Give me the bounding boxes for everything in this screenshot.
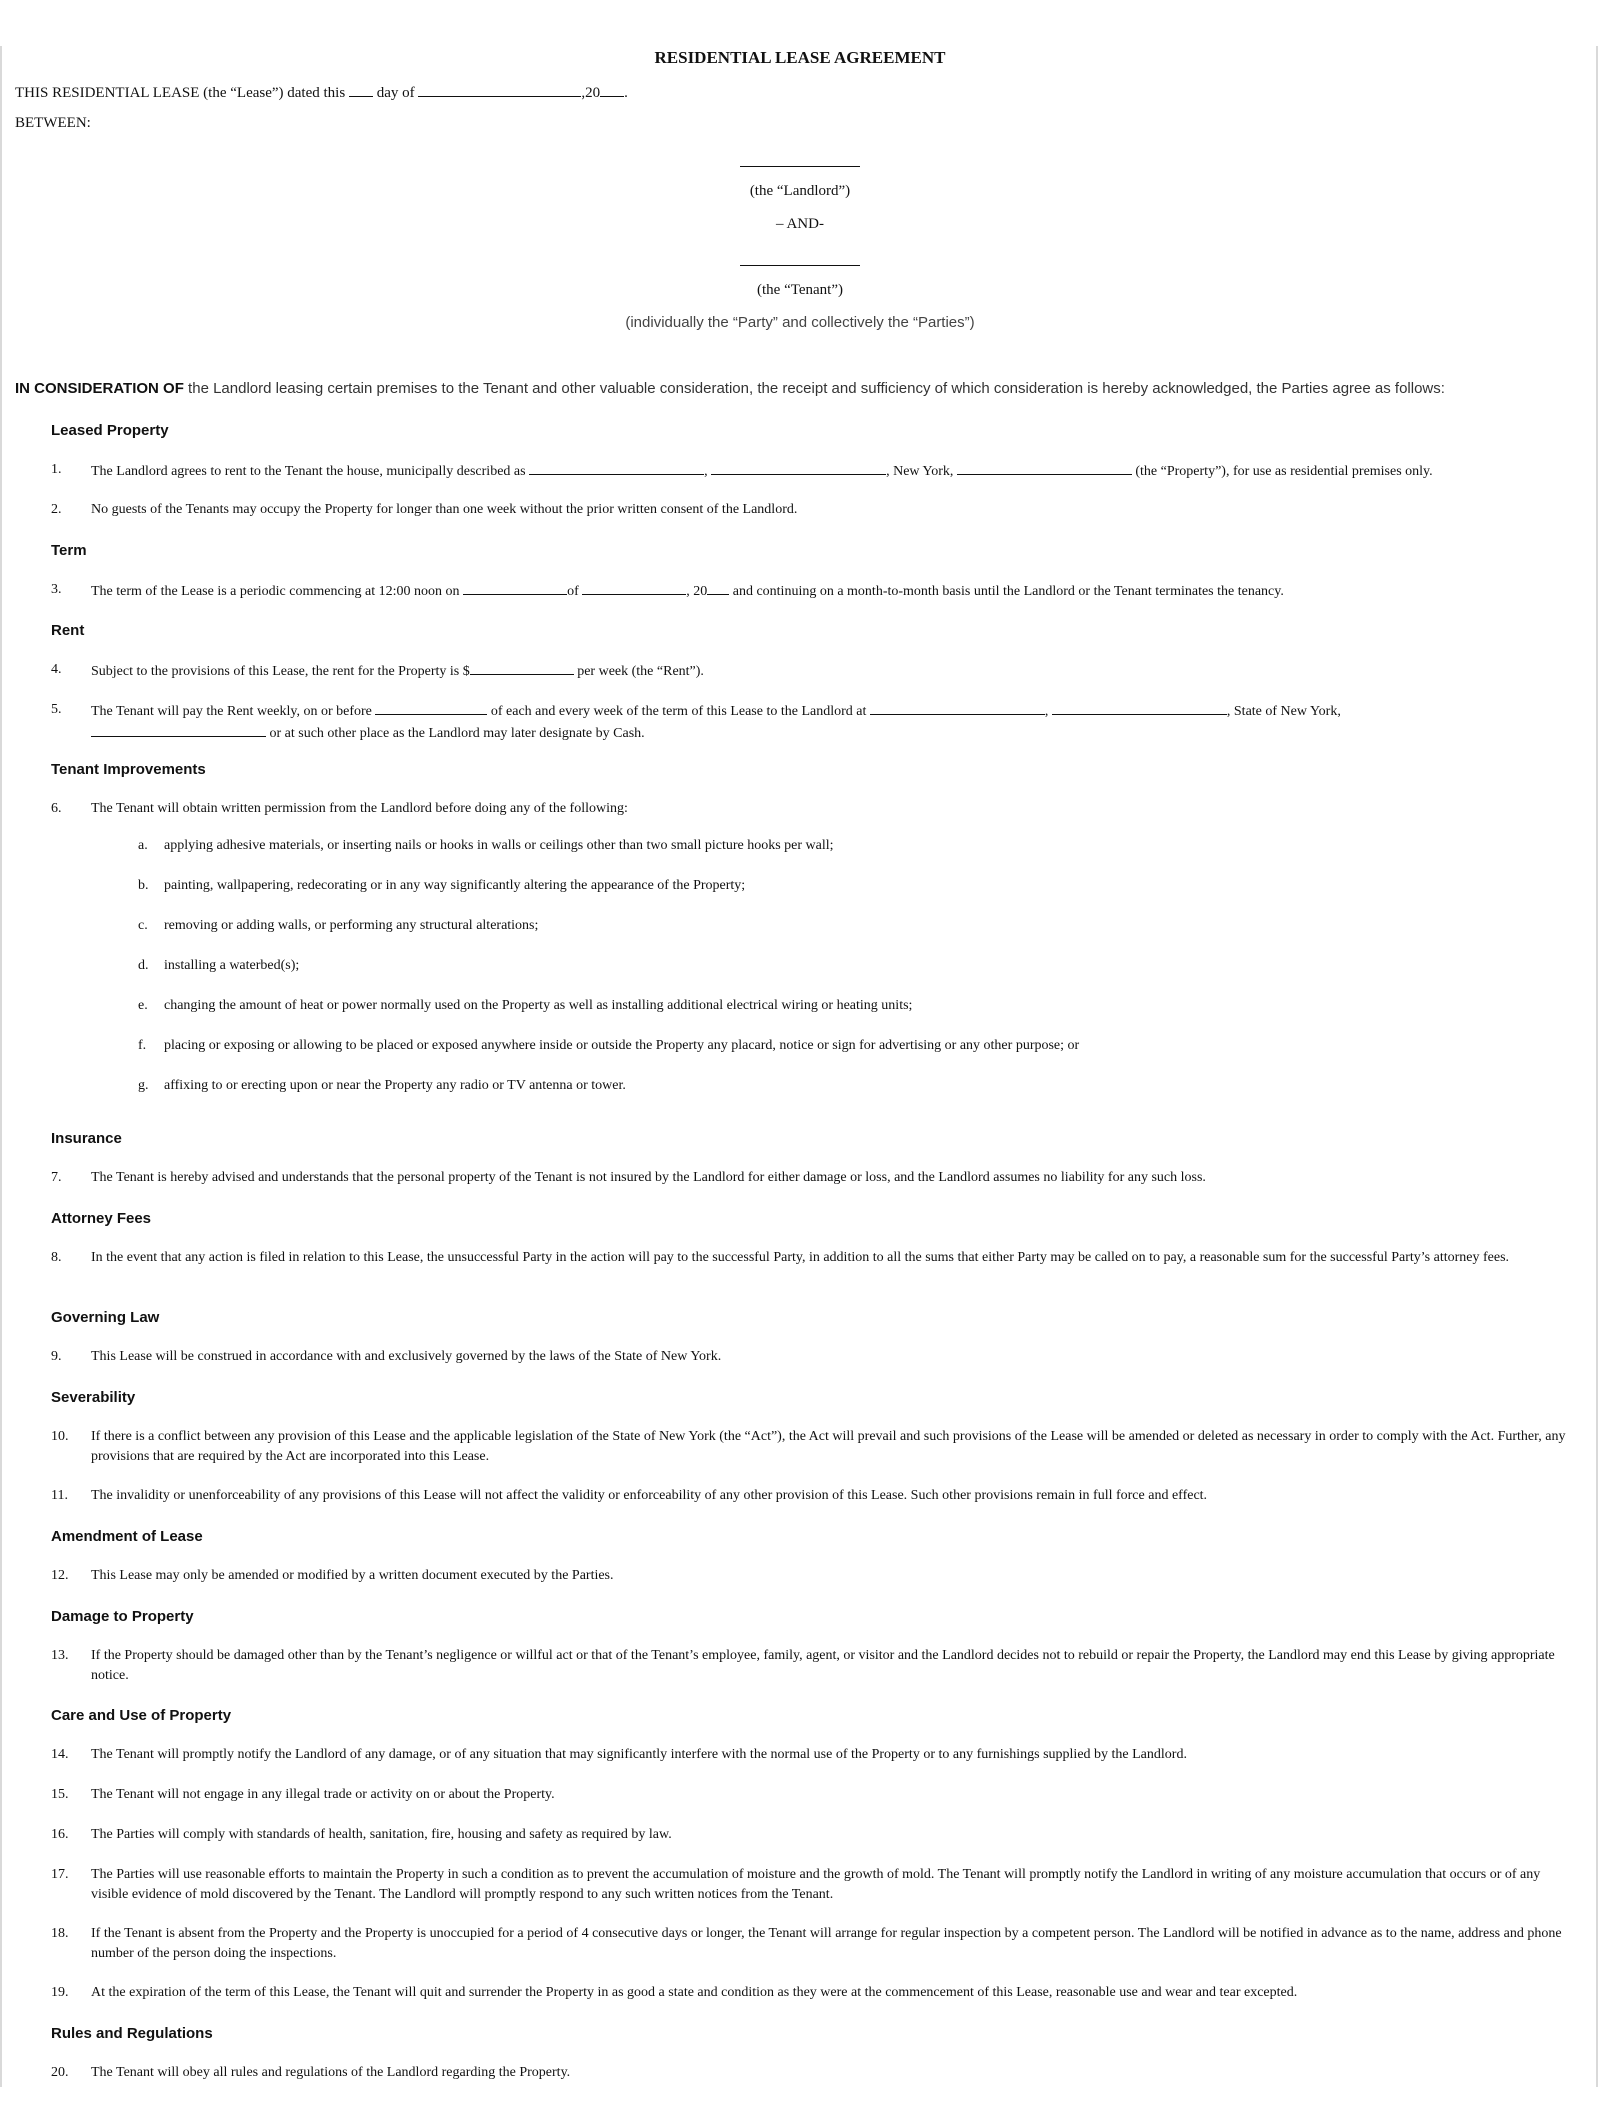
section-heading-tenant-improvements: Tenant Improvements [51,761,206,778]
clause-17 [0,1865,1598,1924]
clause-number: 18. [51,1926,69,1941]
clause-text: The Tenant will obey all rules and regulations of the Landlord regarding the Property. [91,2065,571,2080]
clause-text: If the Tenant is absent from the Property and the Property is unoccupied for a period of 4 consecutive days or longer, the Tenant will arrange for regular inspection by a competent person. The Landlord will be notified in advance as to the name, address and phone number of the person doing the inspections. [91,1926,1562,1961]
subclause-letter: c. [138,918,148,933]
clause-12 [0,1566,1598,1606]
clause-number: 11. [51,1488,68,1503]
clause-text: This Lease may only be amended or modified by a written document executed by the Parties. [91,1568,614,1583]
clause-number: 16. [51,1827,69,1842]
clause-9 [0,1347,1598,1387]
clause-text: The Tenant will not engage in any illegal trade or activity on or about the Property. [91,1787,555,1802]
clause-text: This Lease will be construed in accordance with and exclusively governed by the laws of the State of New York. [91,1349,722,1364]
clause-11 [0,1486,1598,1526]
subclause-letter: b. [138,878,149,893]
preamble-text: day of [372,85,419,101]
tenant-label: (the “Tenant”) [757,282,843,298]
consideration-lead: IN CONSIDERATION OF [15,380,184,397]
subclause-g [0,1076,1598,1128]
clause-number: 3. [51,582,62,597]
clause-text: of each and every week of the term of this Lease to the Landlord at [487,704,870,719]
section-heading-severability: Severability [51,1389,136,1406]
subclause-text: changing the amount of heat or power normally used on the Property as well as installing additional electrical wiring or heating units; [164,998,913,1013]
subclause-text: painting, wallpapering, redecorating or in any way significantly altering the appearance of the Property; [164,878,746,893]
clause-text: In the event that any action is filed in relation to this Lease, the unsuccessful Party in the action will pay to the successful Party, in addition to all the sums that either Party may be called on to pay, a reasonable sum for the successful Party’s attorney fees. [91,1250,1510,1265]
payment-address-blank-1[interactable] [870,700,1045,715]
clause-text: and continuing on a month-to-month basis until the Landlord or the Tenant terminates the tenancy. [729,584,1284,599]
clause-number: 17. [51,1867,69,1882]
section-heading-insurance: Insurance [51,1130,122,1147]
clause-15 [0,1785,1598,1825]
clause-number: 1. [51,462,62,477]
clause-number: 2. [51,502,62,517]
section-heading-amendment: Amendment of Lease [51,1528,203,1545]
section-heading-rules: Rules and Regulations [51,2025,213,2042]
clause-text: (the “Property”), for use as residential premises only. [1131,464,1433,479]
clause-2 [0,500,1598,540]
lease-date-line [15,82,628,102]
between-label: BETWEEN: [15,115,91,131]
clause-number: 7. [51,1170,62,1185]
clause-text: or at such other place as the Landlord may later designate by Cash. [266,726,645,741]
subclause-e [0,996,1598,1036]
start-year-blank[interactable] [707,580,729,595]
clause-text: Subject to the provisions of this Lease, the rent for the Property is $ [91,664,470,679]
section-heading-term: Term [51,542,87,559]
section-heading-governing-law: Governing Law [51,1309,160,1326]
lease-body [0,420,1598,2103]
tenant-name-blank[interactable] [740,265,860,266]
clause-number: 12. [51,1568,69,1583]
subclause-b [0,876,1598,916]
start-month-blank[interactable] [582,580,686,595]
subclause-text: affixing to or erecting upon or near the Property any radio or TV antenna or tower. [164,1078,626,1093]
clause-text: No guests of the Tenants may occupy the Property for longer than one week without the prior written consent of the Landlord. [91,502,798,517]
clause-text: , New York, [886,464,957,479]
section-heading-leased-property: Leased Property [51,422,169,439]
clause-text: The Parties will use reasonable efforts to maintain the Property in such a condition as to prevent the accumulation of moisture and the growth of mold. The Tenant will promptly notify the Landlord in writing of any moisture accumulation that occurs or of any visible evidence of mold discovered by the Tenant. The Landlord will promptly respond to any such written notices from the Tenant. [91,1867,1541,1902]
clause-number: 10. [51,1429,69,1444]
clause-19 [0,1983,1598,2023]
clause-text: The Landlord agrees to rent to the Tenant the house, municipally described as [91,464,530,479]
clause-number: 19. [51,1985,69,2000]
subclause-letter: a. [138,838,148,853]
subclause-text: applying adhesive materials, or inserting nails or hooks in walls or ceilings other than two small picture hooks per wall; [164,838,834,853]
year-blank[interactable] [600,82,624,97]
clause-text: The Tenant will obtain written permission from the Landlord before doing any of the following: [91,801,628,816]
subclause-a [0,836,1598,876]
payment-day-blank[interactable] [375,700,487,715]
clause-number: 6. [51,801,62,816]
rent-amount-blank[interactable] [470,660,574,675]
preamble-text: THIS RESIDENTIAL LEASE (the “Lease”) dated this [15,85,349,101]
clause-text: The invalidity or unenforceability of any provisions of this Lease will not affect the validity or enforceability of any other provision of this Lease. Such other provisions remain in full force and effect. [91,1488,1208,1503]
clause-4 [0,660,1598,700]
clause-16 [0,1825,1598,1865]
clause-20 [0,2063,1598,2103]
preamble-text: ,20 [581,85,601,101]
and-separator: – AND- [776,216,824,232]
section-heading-care-and-use: Care and Use of Property [51,1707,232,1724]
start-day-blank[interactable] [463,580,567,595]
landlord-label: (the “Landlord”) [749,183,851,199]
subclause-text: installing a waterbed(s); [164,958,300,973]
clause-text: The Tenant will pay the Rent weekly, on or before [91,704,376,719]
clause-10 [0,1427,1598,1486]
clause-text: , 20 [686,584,708,599]
landlord-name-blank[interactable] [740,166,860,167]
clause-number: 9. [51,1349,62,1364]
clause-8 [0,1248,1598,1307]
clause-text: , State of New York, [1226,704,1341,719]
clause-number: 20. [51,2065,69,2080]
clause-text: The term of the Lease is a periodic commencing at 12:00 noon on [91,584,464,599]
clause-text: If the Property should be damaged other than by the Tenant’s negligence or willful act or that of the Tenant’s employee, family, agent, or visitor and the Landlord decides not to rebuild or repair the Property, the Landlord may end this Lease by giving appropriate notice. [91,1648,1555,1683]
document-title: RESIDENTIAL LEASE AGREEMENT [654,48,946,67]
section-heading-attorney-fees: Attorney Fees [51,1210,152,1227]
clause-number: 8. [51,1250,62,1265]
payment-address-blank-2[interactable] [1052,700,1227,715]
section-heading-damage: Damage to Property [51,1608,194,1625]
clause-text: , [704,464,712,479]
clause-text: , [1044,704,1052,719]
clause-1 [0,460,1598,500]
subclause-f [0,1036,1598,1076]
clause-13 [0,1646,1598,1705]
clause-text: The Tenant will promptly notify the Landlord of any damage, or of any situation that may significantly interfere with the normal use of the Property or to any furnishings supplied by the Landlord. [91,1747,1187,1762]
clause-6 [0,799,1598,839]
subclause-c [0,916,1598,956]
section-heading-rent: Rent [51,622,85,639]
clause-14 [0,1745,1598,1785]
consideration-text: the Landlord leasing certain premises to the Tenant and other valuable consideration, the receipt and sufficiency of which consideration is hereby acknowledged, the Parties agree as follows: [183,380,1445,397]
clause-text: If there is a conflict between any provision of this Lease and the applicable legislation of the State of New York (the “Act”), the Act will prevail and such provisions of the Lease will be amended or deleted as necessary in order to comply with the Act. Further, any provisions that are required by the Act are incorporated into this Lease. [91,1429,1566,1464]
clause-text: of [567,584,583,599]
subclause-letter: e. [138,998,148,1013]
clause-18 [0,1924,1598,1983]
address-blank-2[interactable] [711,460,886,475]
clause-5 [0,700,1598,759]
clause-7 [0,1168,1598,1208]
clause-3 [0,580,1598,620]
subclause-letter: d. [138,958,149,973]
clause-number: 5. [51,702,62,717]
address-blank-1[interactable] [529,460,704,475]
address-blank-3[interactable] [957,460,1132,475]
subclause-text: removing or adding walls, or performing any structural alterations; [164,918,539,933]
subclause-d [0,956,1598,996]
clause-text: The Tenant is hereby advised and understands that the personal property of the Tenant is not insured by the Landlord for either damage or loss, and the Landlord assumes no liability for any such loss. [91,1170,1206,1185]
clause-text: At the expiration of the term of this Lease, the Tenant will quit and surrender the Property in as good a state and condition as they were at the commencement of this Lease, reasonable use and wear and tear excepted. [91,1985,1298,2000]
clause-text: The Parties will comply with standards of health, sanitation, fire, housing and safety as required by law. [91,1827,672,1842]
clause-text: per week (the “Rent”). [573,664,704,679]
payment-address-blank-3[interactable] [91,722,266,737]
subclause-letter: g. [138,1078,149,1093]
clause-number: 15. [51,1787,69,1802]
preamble-text: . [624,85,628,101]
parties-note: (individually the “Party” and collectively the “Parties”) [625,314,975,331]
subclause-letter: f. [138,1038,147,1053]
month-blank[interactable] [418,82,581,97]
consideration-clause [15,380,1445,397]
clause-number: 13. [51,1648,69,1663]
subclause-text: placing or exposing or allowing to be placed or exposed anywhere inside or outside the Property any placard, notice or sign for advertising or any other purpose; or [164,1038,1080,1053]
clause-number: 14. [51,1747,69,1762]
clause-number: 4. [51,662,62,677]
day-blank[interactable] [349,82,373,97]
